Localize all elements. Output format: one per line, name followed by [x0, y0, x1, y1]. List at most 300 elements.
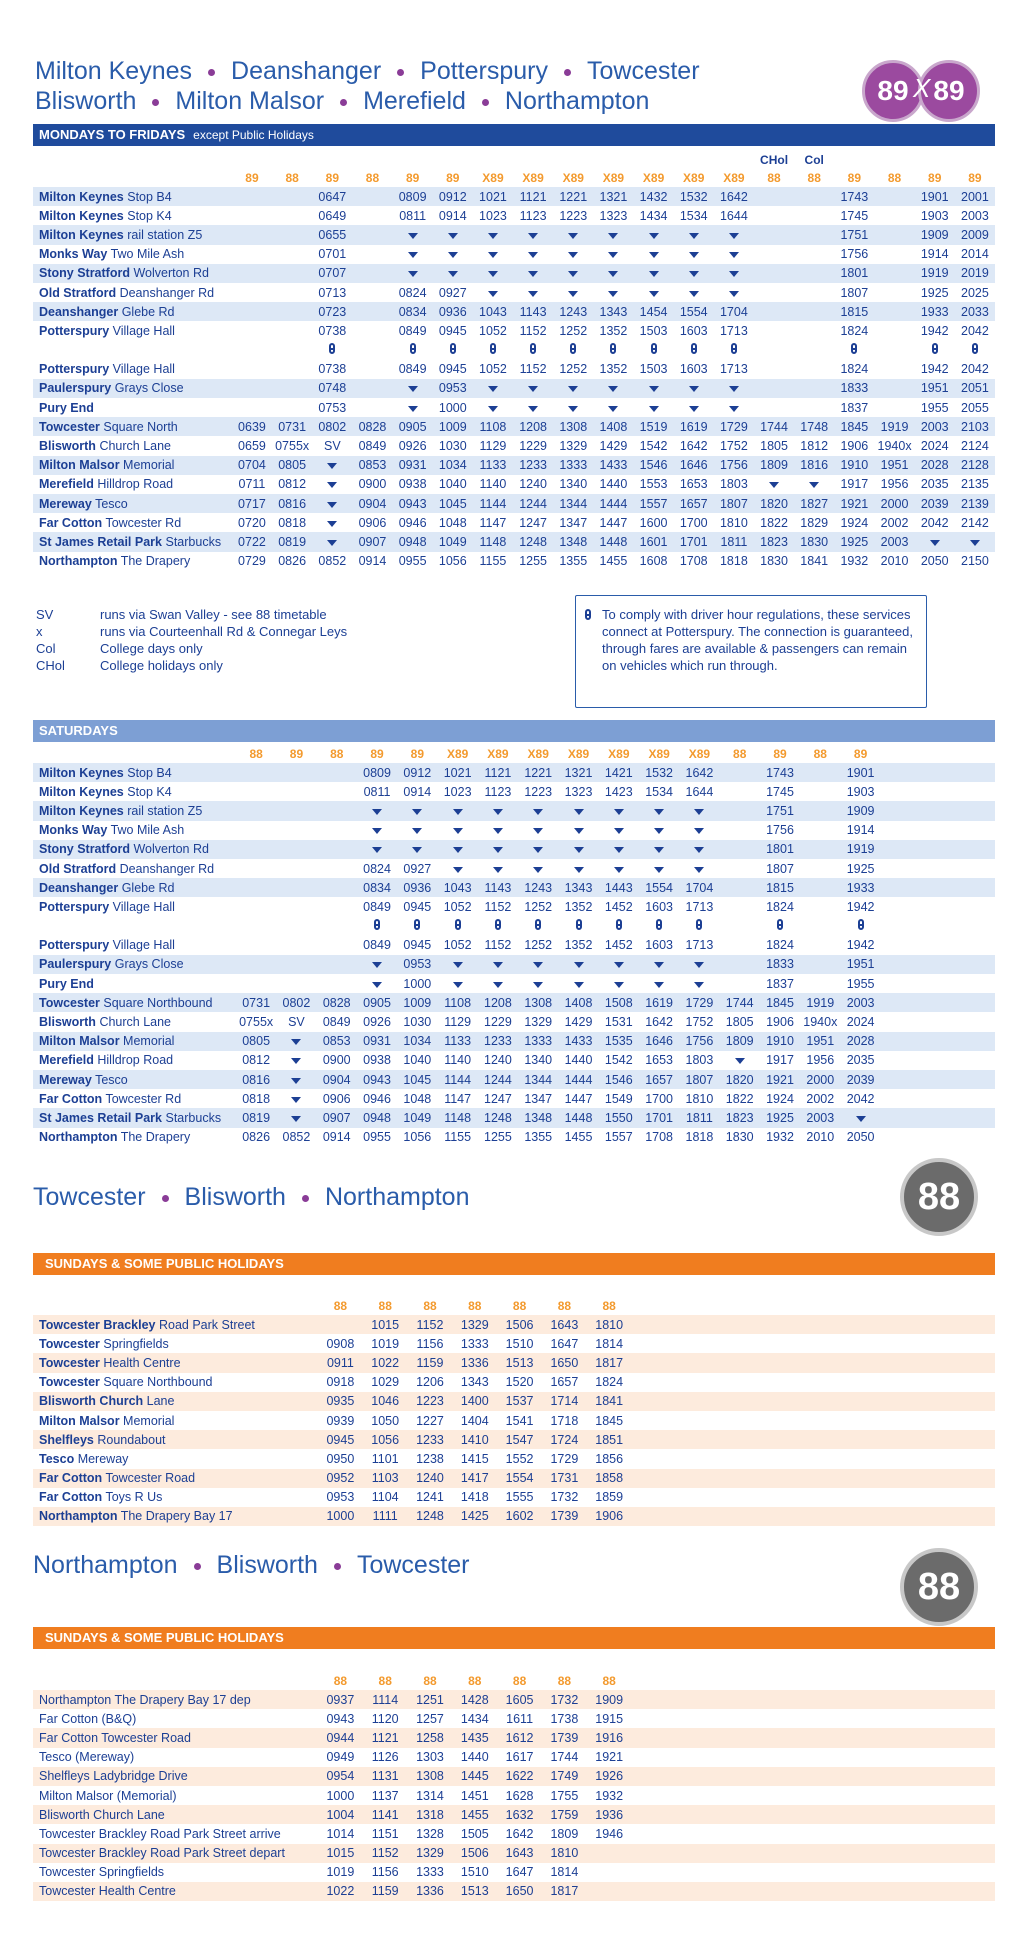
departure-time	[232, 206, 272, 225]
departure-time: 1810	[587, 1315, 632, 1334]
departure-time: 0818	[242, 1091, 271, 1106]
departure-time: 1809	[754, 456, 794, 475]
departure-time: 2024	[920, 439, 949, 454]
timetable-row	[33, 1128, 995, 1147]
departure-time: 2128	[955, 456, 995, 475]
timetable-row	[33, 1108, 995, 1127]
departure-time: 1602	[497, 1507, 542, 1526]
departure-time	[754, 398, 794, 417]
connection-icon	[397, 917, 437, 936]
departure-time: 2028	[840, 1032, 880, 1051]
connection-icon	[437, 917, 477, 936]
departure-time: 2042	[920, 515, 949, 530]
stop-name: Old Stratford Deanshanger Rd	[39, 285, 215, 300]
route-number: 88	[285, 171, 299, 185]
does-not-stop-arrow-icon	[397, 801, 437, 820]
does-not-stop-arrow-icon	[312, 475, 352, 494]
departure-time: 1056	[438, 554, 467, 569]
key-row: Col College days only	[36, 641, 203, 656]
departure-time: 1644	[685, 784, 714, 799]
departure-time: 1903	[846, 784, 875, 799]
departure-time: 1845	[760, 993, 800, 1012]
departure-time: 1554	[639, 878, 679, 897]
route-number: 89	[289, 747, 304, 761]
departure-time: 1829	[800, 515, 829, 530]
departure-time: 1812	[800, 439, 829, 454]
place-name: Milton Keynes	[35, 57, 193, 85]
departure-time: 0811	[363, 784, 391, 799]
departure-time: 1642	[679, 439, 708, 454]
departure-time: 1942	[846, 938, 875, 953]
departure-time: 1208	[513, 417, 553, 436]
stop-name: Milton Keynes Stop B4	[33, 187, 232, 206]
departure-time	[800, 801, 840, 820]
departure-time: 1739	[542, 1507, 587, 1526]
timetable-row	[33, 1507, 995, 1526]
connection-icon	[634, 341, 674, 360]
place-name: Northampton	[504, 87, 650, 115]
does-not-stop-arrow-icon	[518, 859, 558, 878]
departure-time	[232, 302, 272, 321]
departure-time	[800, 763, 840, 782]
section-title: SUNDAYS & SOME PUBLIC HOLIDAYS	[45, 1630, 284, 1645]
departure-time: 1827	[794, 494, 834, 513]
departure-time: 1034	[433, 456, 473, 475]
departure-time: 1657	[674, 494, 714, 513]
departure-time: 1756	[840, 247, 869, 262]
departure-time	[754, 283, 794, 302]
departure-time	[276, 878, 316, 897]
route-number: X89	[648, 747, 670, 761]
does-not-stop-arrow-icon	[754, 475, 794, 494]
departure-time: 1240	[519, 477, 548, 492]
departure-time: 1056	[403, 1130, 432, 1145]
departure-time	[236, 917, 276, 936]
stop-name: Towcester Brackley Road Park Street	[33, 1315, 318, 1334]
departure-time: 0713	[318, 285, 347, 300]
does-not-stop-arrow-icon	[312, 513, 352, 532]
departure-time: 1955	[846, 976, 875, 991]
departure-time: 1408	[558, 993, 598, 1012]
departure-time	[754, 302, 794, 321]
departure-time	[232, 264, 272, 283]
departure-time: 0905	[357, 993, 397, 1012]
does-not-stop-arrow-icon	[357, 840, 397, 859]
departure-time: 1318	[408, 1805, 453, 1824]
timetable-row	[33, 878, 995, 897]
does-not-stop-arrow-icon	[674, 264, 714, 283]
departure-time: 0911	[318, 1353, 363, 1372]
departure-time: 1506	[452, 1844, 497, 1863]
departure-time	[874, 245, 914, 264]
departure-time: 1123	[519, 208, 547, 223]
departure-time: 1603	[679, 362, 708, 377]
departure-time: 1837	[840, 400, 869, 415]
departure-time: 1248	[513, 532, 553, 551]
departure-time: 1252	[559, 362, 588, 377]
departure-time	[800, 917, 840, 936]
departure-time: 1009	[397, 993, 437, 1012]
day-note	[513, 151, 553, 169]
route-number: X89	[522, 171, 544, 185]
departure-time: 1759	[542, 1805, 587, 1824]
day-note	[674, 151, 714, 169]
departure-time: 1534	[645, 784, 674, 799]
departure-time: 1743	[834, 187, 874, 206]
stop-name: Old Stratford Deanshanger Rd	[39, 861, 215, 876]
departure-time	[236, 763, 276, 782]
departure-time: 1445	[452, 1767, 497, 1786]
departure-time: 1423	[604, 784, 633, 799]
departure-time: 1909	[840, 801, 880, 820]
departure-time: 1837	[766, 976, 794, 991]
departure-time: 1845	[595, 1413, 624, 1428]
departure-time: 1114	[363, 1690, 408, 1709]
departure-time: 0907	[352, 532, 392, 551]
departure-time: 1917	[766, 1053, 794, 1068]
departure-time: 1141	[363, 1805, 408, 1824]
timetable-row	[33, 302, 995, 321]
departure-time: 1603	[645, 899, 674, 914]
route-number: 89	[968, 171, 982, 185]
departure-time: 0936	[433, 302, 473, 321]
departure-time: 1435	[452, 1728, 497, 1747]
connection-icon	[834, 341, 874, 360]
departure-time: 1628	[505, 1788, 534, 1803]
departure-time: 2051	[955, 379, 995, 398]
departure-time: 1343	[460, 1375, 489, 1390]
departure-time	[874, 360, 914, 379]
departure-time: 1642	[645, 1015, 674, 1030]
departure-time: 1901	[915, 187, 955, 206]
connection-note-text: To comply with driver hour regulations, these services connect at Potterspury. The connection is guaranteed, through fares are available & passengers can remain on vehicles which run through.	[602, 607, 913, 673]
does-not-stop-arrow-icon	[679, 859, 719, 878]
departure-time: 1451	[460, 1788, 489, 1803]
departure-time: 1731	[542, 1469, 587, 1488]
departure-time: 1700	[679, 515, 708, 530]
departure-time: 2042	[846, 1091, 875, 1106]
departure-time: 1642	[714, 187, 754, 206]
departure-time: 1554	[497, 1469, 542, 1488]
departure-time: 1546	[599, 1070, 639, 1089]
departure-time: 1803	[719, 477, 748, 492]
departure-time: 0938	[398, 477, 427, 492]
stop-name: Milton Malsor Memorial	[33, 1032, 236, 1051]
departure-time: 1951	[800, 1032, 840, 1051]
departure-time: 1553	[639, 477, 668, 492]
does-not-stop-arrow-icon	[513, 379, 553, 398]
departure-time: 1915	[595, 1711, 624, 1726]
route-number: 89	[773, 747, 787, 761]
departure-time: 0904	[352, 494, 392, 513]
departure-time: 0805	[236, 1032, 276, 1051]
departure-time: 1329	[524, 1015, 553, 1030]
timetable-row	[33, 763, 995, 782]
departure-time: 1352	[564, 938, 593, 953]
departure-time: 1251	[408, 1690, 453, 1709]
departure-time: 1916	[587, 1728, 632, 1747]
departure-time	[800, 936, 840, 955]
stop-name: Pury End	[39, 400, 94, 415]
does-not-stop-arrow-icon	[553, 264, 593, 283]
departure-time: 1830	[725, 1130, 754, 1145]
departure-time: 1532	[674, 187, 714, 206]
stop-name: Paulerspury Grays Close	[33, 955, 236, 974]
stop-name: Northampton The Drapery	[39, 1130, 191, 1145]
departure-time: 0852	[318, 554, 347, 569]
connection-icon	[518, 917, 558, 936]
route-badge-89: 89	[862, 60, 924, 122]
departure-time: 1344	[553, 494, 593, 513]
day-note	[634, 151, 674, 169]
timetable-row	[33, 1315, 995, 1334]
departure-time: 1601	[634, 532, 674, 551]
timetable-row	[33, 1805, 995, 1824]
route-number-row	[33, 1672, 995, 1690]
departure-time: 0945	[438, 323, 467, 338]
departure-time	[317, 917, 357, 936]
departure-time: 1510	[460, 1865, 489, 1880]
departure-time	[236, 897, 276, 916]
departure-time: 2010	[880, 554, 909, 569]
stop-name: Towcester Brackley Road Park Street depart	[33, 1844, 318, 1863]
stop-name: Deanshanger Glebe Rd	[33, 878, 236, 897]
does-not-stop-arrow-icon	[478, 955, 518, 974]
departure-time	[317, 821, 357, 840]
departure-time: 1258	[408, 1728, 453, 1747]
departure-time: 1257	[416, 1711, 444, 1726]
departure-time: 1417	[452, 1469, 497, 1488]
departure-time: 2150	[961, 554, 989, 569]
departure-time: 0753	[318, 400, 347, 415]
departure-time	[794, 341, 834, 360]
departure-time: 1841	[800, 554, 829, 569]
route-badge-x89: 89	[918, 60, 980, 122]
departure-time: 0647	[312, 187, 352, 206]
departure-time: 2042	[961, 323, 989, 338]
departure-time: 2033	[955, 302, 995, 321]
departure-time: 1050	[371, 1413, 400, 1428]
timetable-row	[33, 1786, 995, 1805]
timetable-row	[33, 552, 995, 571]
route-number: 88	[365, 171, 380, 185]
departure-time: 1603	[645, 938, 674, 953]
departure-time: 1333	[553, 456, 593, 475]
connection-icon	[478, 917, 518, 936]
departure-time: 1159	[363, 1882, 408, 1901]
departure-time: 0824	[398, 285, 427, 300]
route-number: 89	[853, 747, 868, 761]
timetable-row	[33, 1449, 995, 1468]
departure-time: 0945	[403, 938, 432, 953]
departure-time: 1000	[438, 400, 467, 415]
departure-time: 1552	[505, 1451, 534, 1466]
does-not-stop-arrow-icon	[433, 264, 473, 283]
place-name: Blisworth	[184, 1183, 286, 1211]
departure-time: 1329	[559, 439, 588, 454]
departure-time: 1240	[484, 1053, 512, 1068]
does-not-stop-arrow-icon	[473, 225, 513, 244]
departure-time: 1714	[542, 1392, 587, 1411]
does-not-stop-arrow-icon	[478, 974, 518, 993]
departure-time: 0931	[357, 1032, 397, 1051]
departure-time: 1152	[519, 362, 547, 377]
day-note: CHol	[760, 153, 789, 167]
route-number: 89	[370, 747, 384, 761]
does-not-stop-arrow-icon	[437, 859, 477, 878]
timetable-row	[33, 1089, 995, 1108]
route-number: 88	[468, 1299, 482, 1313]
departure-time: 1126	[371, 1750, 399, 1765]
departure-time: 1152	[484, 938, 512, 953]
departure-time: 1454	[634, 302, 674, 321]
departure-time: 1303	[416, 1750, 444, 1765]
departure-time	[272, 206, 312, 225]
departure-time	[794, 302, 834, 321]
departure-time	[276, 763, 316, 782]
departure-time: 0908	[326, 1336, 355, 1351]
stop-name: Blisworth Church Lane	[39, 1015, 172, 1030]
stop-name: Blisworth Church Lane	[33, 1805, 318, 1824]
stop-name: Milton Keynes Stop K4	[39, 208, 172, 223]
stop-name	[33, 341, 232, 360]
departure-time: 1756	[679, 1032, 719, 1051]
timetable-row	[33, 225, 995, 244]
stop-name: Northampton The Drapery	[39, 554, 191, 569]
timetable-row	[33, 840, 995, 859]
departure-time: 1547	[497, 1430, 542, 1449]
departure-time: 1429	[599, 439, 628, 454]
departure-time: 0738	[318, 362, 347, 377]
route-number-row	[33, 1297, 995, 1315]
departure-time: 0828	[352, 417, 392, 436]
departure-time: 1833	[760, 955, 800, 974]
does-not-stop-arrow-icon	[714, 264, 754, 283]
departure-time: 1452	[604, 938, 633, 953]
does-not-stop-arrow-icon	[393, 245, 433, 264]
does-not-stop-arrow-icon	[558, 974, 598, 993]
departure-time: 1805	[725, 1015, 754, 1030]
departure-time	[874, 398, 914, 417]
key-row: x runs via Courteenhall Rd & Connegar Leys	[36, 624, 348, 639]
stop-name: St James Retail Park Starbucks	[33, 1108, 236, 1127]
departure-time	[874, 341, 914, 360]
does-not-stop-arrow-icon	[593, 398, 633, 417]
departure-time: 1925	[920, 285, 949, 300]
departure-time: 1233	[513, 456, 553, 475]
does-not-stop-arrow-icon	[312, 456, 352, 475]
timetable-row	[33, 1392, 995, 1411]
departure-time: 2035	[846, 1053, 875, 1068]
departure-time: 1921	[760, 1070, 800, 1089]
departure-time: 0926	[398, 439, 427, 454]
departure-time: 1255	[519, 554, 548, 569]
does-not-stop-arrow-icon	[679, 840, 719, 859]
does-not-stop-arrow-icon	[558, 821, 598, 840]
departure-time	[874, 283, 914, 302]
departure-time	[276, 917, 316, 936]
departure-time: 2010	[806, 1130, 835, 1145]
departure-time: 0802	[276, 993, 316, 1012]
departure-time	[352, 321, 392, 340]
departure-time: 1906	[766, 1015, 794, 1030]
departure-time: 1807	[840, 285, 869, 300]
departure-time: 2055	[961, 400, 989, 415]
departure-time	[800, 897, 840, 916]
departure-time: 1814	[595, 1336, 624, 1351]
timetable-row	[33, 532, 995, 551]
departure-time: 1701	[674, 532, 714, 551]
departure-time: 1914	[920, 247, 949, 262]
departure-time: 1000	[326, 1788, 355, 1803]
departure-time	[317, 782, 357, 801]
departure-time: 1611	[506, 1711, 534, 1726]
timetable-row	[33, 936, 995, 955]
connection-icon	[553, 341, 593, 360]
stop-name: Far Cotton Towcester Rd	[39, 1091, 182, 1106]
departure-time: 1121	[513, 187, 553, 206]
timetable-row	[33, 1748, 995, 1767]
departure-time	[800, 840, 840, 859]
route-title-line-1	[35, 56, 700, 86]
departure-time: 1148	[437, 1108, 477, 1127]
departure-time: 2019	[955, 264, 995, 283]
departure-time	[272, 245, 312, 264]
route-number: 88	[557, 1299, 572, 1313]
departure-time: 1400	[452, 1392, 497, 1411]
day-note: Col	[804, 153, 824, 167]
route-number: X89	[527, 747, 549, 761]
departure-time: 1622	[497, 1767, 542, 1786]
departure-time: 1425	[452, 1507, 497, 1526]
departure-time: 1252	[524, 938, 553, 953]
key-row: SV runs via Swan Valley - see 88 timetable	[36, 607, 327, 622]
does-not-stop-arrow-icon	[433, 225, 473, 244]
does-not-stop-arrow-icon	[593, 245, 633, 264]
departure-time: 0939	[326, 1413, 355, 1428]
departure-time	[800, 821, 840, 840]
connection-icon	[679, 917, 719, 936]
timetable-row	[33, 1488, 995, 1507]
connection-icon	[840, 917, 880, 936]
departure-time: 1240	[408, 1469, 453, 1488]
departure-time	[794, 225, 834, 244]
departure-time	[794, 187, 834, 206]
departure-time: 1229	[484, 1015, 512, 1030]
departure-time: 2135	[961, 477, 989, 492]
departure-time: 1244	[478, 1070, 518, 1089]
departure-time: 1513	[497, 1353, 542, 1372]
departure-time: 1019	[326, 1865, 355, 1880]
departure-time	[720, 917, 760, 936]
departure-time: 1433	[593, 456, 633, 475]
timetable-row	[33, 1728, 995, 1747]
departure-time: 1151	[371, 1826, 399, 1841]
badge-x-mark: X	[913, 73, 931, 103]
departure-time: 2002	[880, 515, 909, 530]
departure-time: 0818	[278, 515, 307, 530]
route-number: 89	[928, 171, 942, 185]
departure-time: 1729	[714, 417, 754, 436]
departure-time: 1021	[473, 187, 513, 206]
departure-time: 1440	[564, 1053, 593, 1068]
departure-time: 1404	[460, 1413, 489, 1428]
departure-time: 1818	[719, 554, 748, 569]
route-number: X89	[602, 171, 625, 185]
departure-time	[232, 379, 272, 398]
stop-name: Potterspury Village Hall	[39, 323, 175, 338]
timetable-row	[33, 1863, 995, 1882]
